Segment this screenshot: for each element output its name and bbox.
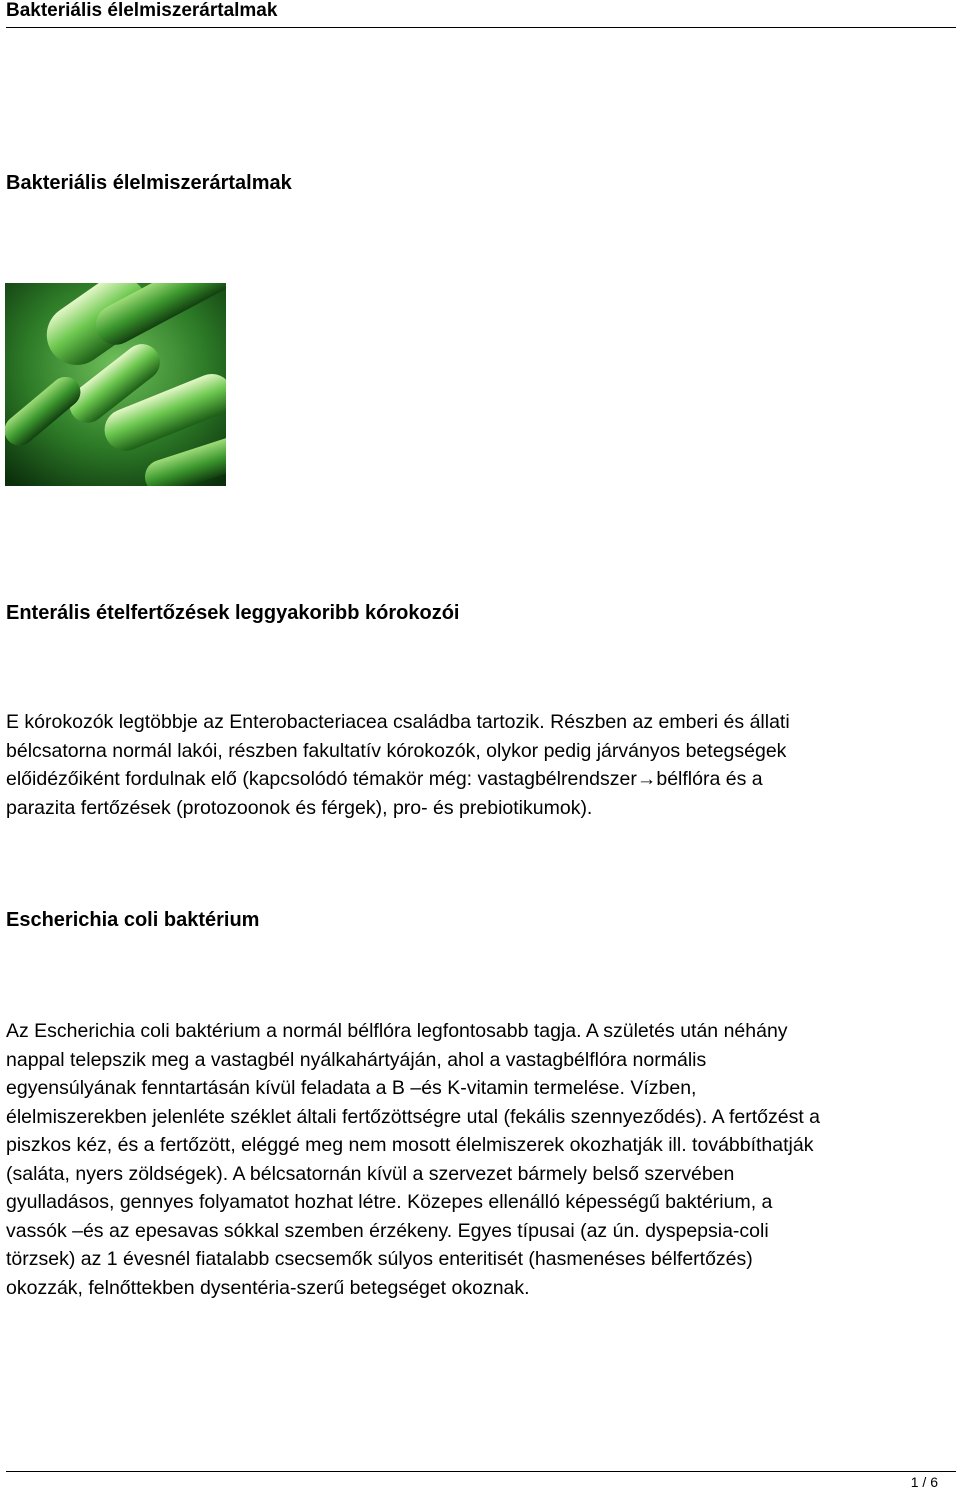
section-heading: Escherichia coli baktérium xyxy=(6,909,260,931)
bacteria-illustration xyxy=(5,283,226,486)
footer-divider xyxy=(6,1471,956,1472)
section-paragraph: Az Escherichia coli baktérium a normál bélflóra legfontosabb tagja. A születés után néhány nappal telepszik meg a vastagbél nyálkahártyáján, ahol a vastagbélflóra normális egyensúlyának fenntartásán kívül feladata a B –és K-vitamin termelése. Vízben, élelmiszerekben jelenléte széklet általi fertőzöttségre utal (fekális szennyeződés). A fertőzést a piszkos kéz, és a fertőzött, eléggé meg nem mosott élelmiszerek okozhatják ill. továbbíthatják (saláta, nyers zöldségek). A bélcsatornán kívül a szervezet bármely belső szervében gyulladásos, gennyes folyamatot hozhat létre. Közepes ellenálló képességű baktérium, a vassók –és az epesavas sókkal szemben érzékeny. Egyes típusai (az ún. dyspepsia-coli törzsek) az 1 évesnél fiatalabb csecsemők súlyos enteritisét (hasmenéses bélfertőzés) okozzák, felnőttekben dysentéria-szerű betegséget okoznak. xyxy=(6,1020,821,1299)
document-title: Bakteriális élelmiszerártalmak xyxy=(6,172,292,194)
running-header-title: Bakteriális élelmiszerártalmak xyxy=(6,0,278,21)
header-divider xyxy=(6,27,956,28)
section-paragraph: E kórokozók legtöbbje az Enterobacteriacea családba tartozik. Részben az emberi és állati bélcsatorna normál lakói, részben fakultatív kórokozók, olykor pedig járványos betegségek előidézőiként fordulnak elő (kapcsolódó témakör még: vastagbélrendszer→bélflóra és a parazita fertőzések (protozoonok és férgek), pro- és prebiotikumok). xyxy=(6,711,790,819)
page-number: 1 / 6 xyxy=(910,1474,938,1490)
section-heading: Enterális ételfertőzések leggyakoribb kórokozói xyxy=(6,602,460,624)
bacteria-image xyxy=(5,283,226,486)
